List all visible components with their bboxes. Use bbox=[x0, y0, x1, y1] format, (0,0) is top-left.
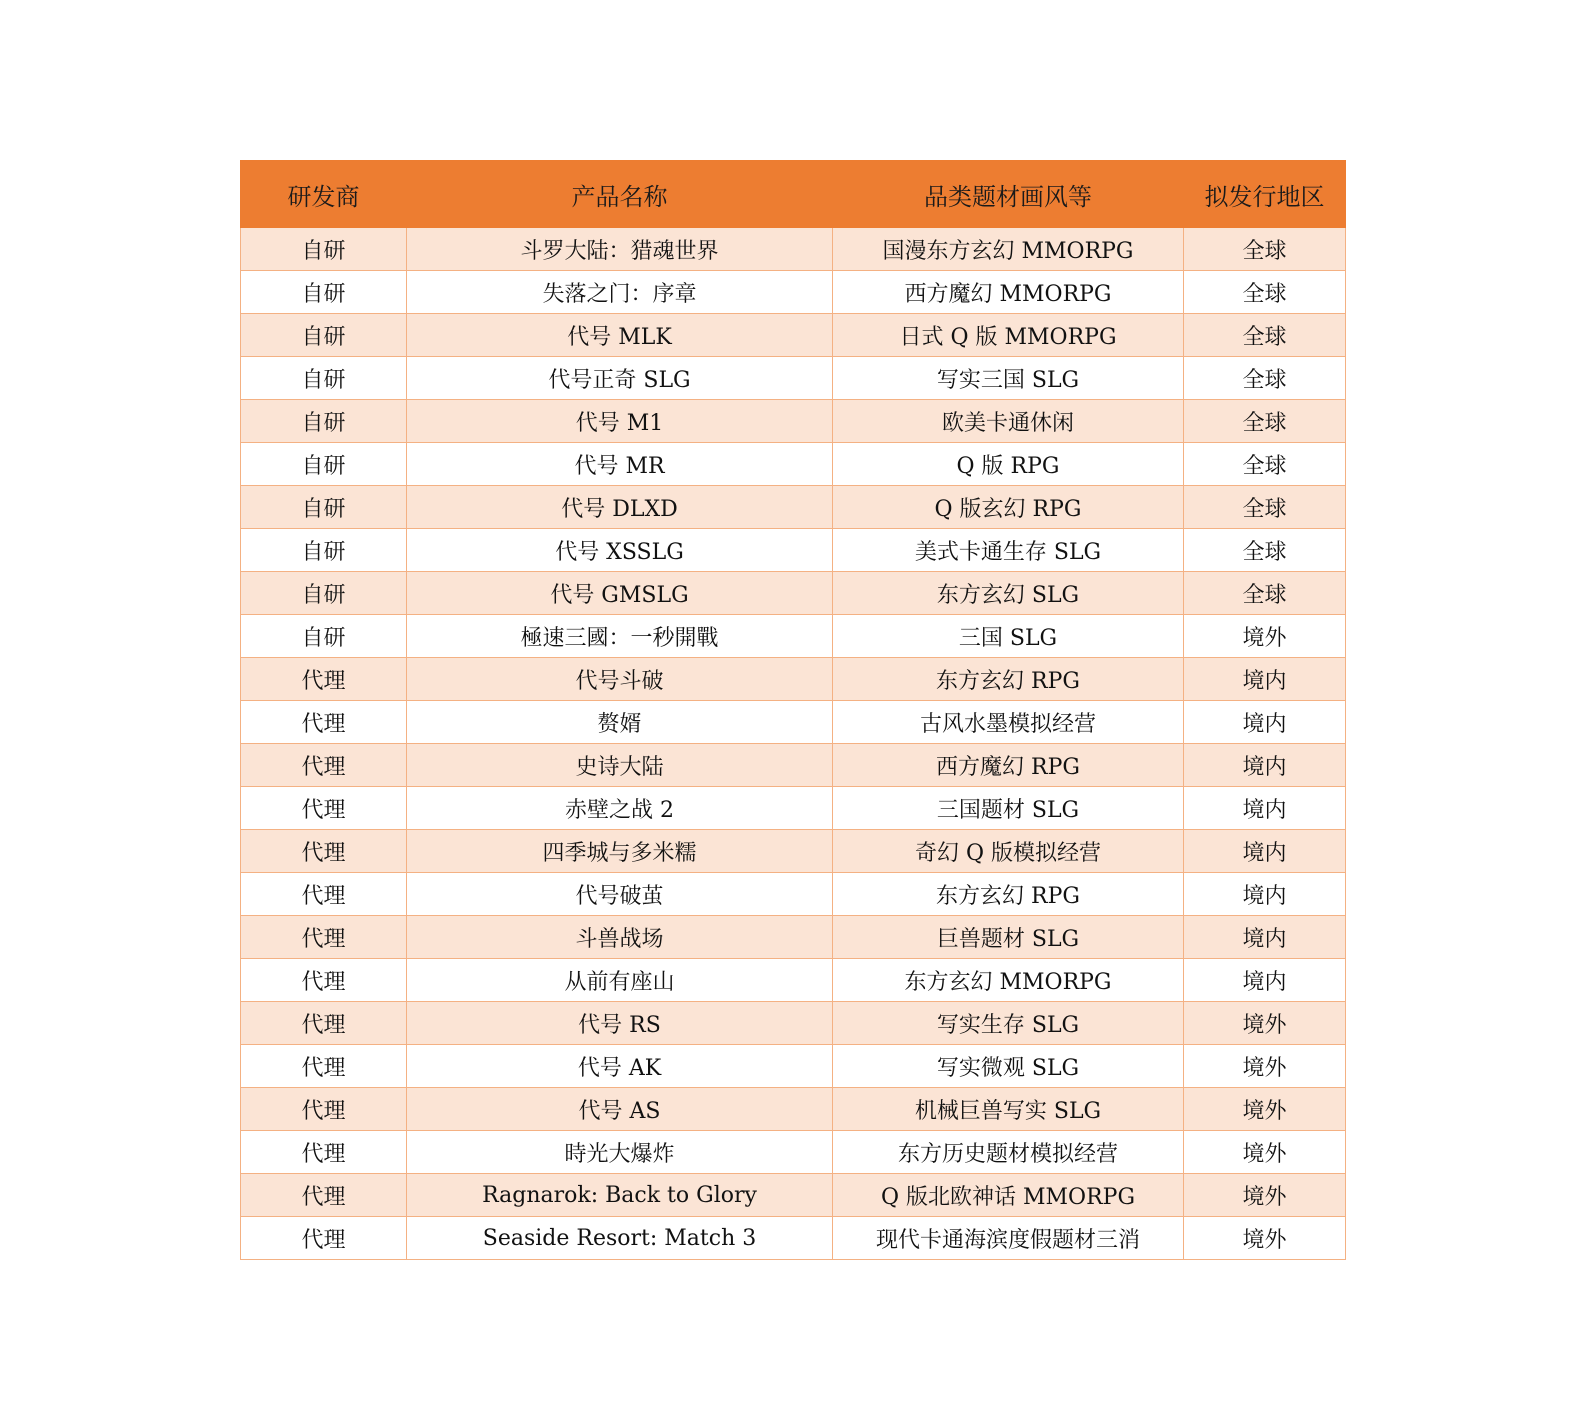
cell-genre-style: 奇幻 Q 版模拟经营 bbox=[833, 830, 1184, 873]
cell-release-region: 境内 bbox=[1184, 873, 1346, 916]
table-row bbox=[241, 443, 1346, 486]
cell-genre-style: 东方玄幻 SLG bbox=[833, 572, 1184, 615]
cell-release-region: 全球 bbox=[1184, 357, 1346, 400]
cell-product-name: Seaside Resort: Match 3 bbox=[407, 1217, 833, 1260]
cell-developer: 代理 bbox=[241, 1002, 407, 1045]
cell-developer: 代理 bbox=[241, 959, 407, 1002]
cell-product-name: 時光大爆炸 bbox=[407, 1131, 833, 1174]
cell-genre-style: 写实微观 SLG bbox=[833, 1045, 1184, 1088]
cell-product-name: 代号 MLK bbox=[407, 314, 833, 357]
cell-developer: 自研 bbox=[241, 228, 407, 271]
cell-release-region: 境内 bbox=[1184, 916, 1346, 959]
cell-product-name: 代号 AS bbox=[407, 1088, 833, 1131]
cell-genre-style: 西方魔幻 MMORPG bbox=[833, 271, 1184, 314]
cell-developer: 代理 bbox=[241, 658, 407, 701]
cell-genre-style: 东方玄幻 RPG bbox=[833, 658, 1184, 701]
cell-developer: 代理 bbox=[241, 701, 407, 744]
cell-release-region: 全球 bbox=[1184, 572, 1346, 615]
cell-developer: 代理 bbox=[241, 744, 407, 787]
cell-product-name: 斗罗大陆：猎魂世界 bbox=[407, 228, 833, 271]
table-row bbox=[241, 916, 1346, 959]
cell-product-name: 代号 M1 bbox=[407, 400, 833, 443]
cell-release-region: 境外 bbox=[1184, 1045, 1346, 1088]
game-product-table-container bbox=[240, 160, 1345, 1260]
cell-release-region: 全球 bbox=[1184, 529, 1346, 572]
cell-release-region: 境内 bbox=[1184, 830, 1346, 873]
cell-release-region: 全球 bbox=[1184, 271, 1346, 314]
table-row bbox=[241, 400, 1346, 443]
cell-genre-style: 三国题材 SLG bbox=[833, 787, 1184, 830]
cell-developer: 代理 bbox=[241, 873, 407, 916]
cell-developer: 自研 bbox=[241, 400, 407, 443]
cell-developer: 代理 bbox=[241, 916, 407, 959]
cell-release-region: 全球 bbox=[1184, 314, 1346, 357]
cell-release-region: 境外 bbox=[1184, 615, 1346, 658]
table-row bbox=[241, 744, 1346, 787]
cell-product-name: 代号 RS bbox=[407, 1002, 833, 1045]
table-row bbox=[241, 658, 1346, 701]
table-row bbox=[241, 1131, 1346, 1174]
cell-release-region: 境外 bbox=[1184, 1217, 1346, 1260]
table-row bbox=[241, 486, 1346, 529]
cell-release-region: 境内 bbox=[1184, 787, 1346, 830]
table-row bbox=[241, 1088, 1346, 1131]
header-genre-style: 品类题材画风等 bbox=[833, 161, 1184, 228]
cell-developer: 自研 bbox=[241, 572, 407, 615]
cell-developer: 自研 bbox=[241, 271, 407, 314]
table-row bbox=[241, 1217, 1346, 1260]
cell-genre-style: Q 版玄幻 RPG bbox=[833, 486, 1184, 529]
cell-product-name: 代号破茧 bbox=[407, 873, 833, 916]
cell-product-name: Ragnarok: Back to Glory bbox=[407, 1174, 833, 1217]
cell-developer: 自研 bbox=[241, 357, 407, 400]
cell-genre-style: 巨兽题材 SLG bbox=[833, 916, 1184, 959]
table-row bbox=[241, 1174, 1346, 1217]
cell-developer: 自研 bbox=[241, 529, 407, 572]
cell-genre-style: 欧美卡通休闲 bbox=[833, 400, 1184, 443]
cell-product-name: 史诗大陆 bbox=[407, 744, 833, 787]
cell-genre-style: 写实三国 SLG bbox=[833, 357, 1184, 400]
cell-genre-style: 三国 SLG bbox=[833, 615, 1184, 658]
cell-developer: 自研 bbox=[241, 615, 407, 658]
table-row bbox=[241, 314, 1346, 357]
table-row bbox=[241, 830, 1346, 873]
cell-developer: 自研 bbox=[241, 486, 407, 529]
cell-genre-style: 古风水墨模拟经营 bbox=[833, 701, 1184, 744]
cell-product-name: 代号 MR bbox=[407, 443, 833, 486]
cell-release-region: 全球 bbox=[1184, 443, 1346, 486]
table-row bbox=[241, 1002, 1346, 1045]
cell-genre-style: 机械巨兽写实 SLG bbox=[833, 1088, 1184, 1131]
cell-release-region: 境外 bbox=[1184, 1174, 1346, 1217]
table-body bbox=[241, 228, 1346, 1260]
table-row bbox=[241, 615, 1346, 658]
table-row bbox=[241, 1045, 1346, 1088]
cell-genre-style: 东方历史题材模拟经营 bbox=[833, 1131, 1184, 1174]
cell-developer: 代理 bbox=[241, 1217, 407, 1260]
cell-release-region: 全球 bbox=[1184, 486, 1346, 529]
cell-product-name: 代号正奇 SLG bbox=[407, 357, 833, 400]
table-row bbox=[241, 787, 1346, 830]
cell-release-region: 境内 bbox=[1184, 701, 1346, 744]
cell-release-region: 境外 bbox=[1184, 1002, 1346, 1045]
table-row bbox=[241, 959, 1346, 1002]
cell-product-name: 斗兽战场 bbox=[407, 916, 833, 959]
cell-release-region: 境外 bbox=[1184, 1088, 1346, 1131]
header-product-name: 产品名称 bbox=[407, 161, 833, 228]
cell-product-name: 失落之门：序章 bbox=[407, 271, 833, 314]
table-row bbox=[241, 873, 1346, 916]
cell-release-region: 境外 bbox=[1184, 1131, 1346, 1174]
cell-product-name: 極速三國：一秒開戰 bbox=[407, 615, 833, 658]
cell-product-name: 代号斗破 bbox=[407, 658, 833, 701]
cell-developer: 代理 bbox=[241, 830, 407, 873]
cell-product-name: 代号 GMSLG bbox=[407, 572, 833, 615]
cell-product-name: 代号 DLXD bbox=[407, 486, 833, 529]
header-release-region: 拟发行地区 bbox=[1184, 161, 1346, 228]
game-product-table bbox=[240, 160, 1346, 1260]
table-header-row bbox=[241, 161, 1346, 228]
table-row bbox=[241, 529, 1346, 572]
table-row bbox=[241, 271, 1346, 314]
cell-release-region: 境内 bbox=[1184, 658, 1346, 701]
cell-product-name: 赤壁之战 2 bbox=[407, 787, 833, 830]
cell-product-name: 四季城与多米糯 bbox=[407, 830, 833, 873]
cell-genre-style: 日式 Q 版 MMORPG bbox=[833, 314, 1184, 357]
cell-developer: 自研 bbox=[241, 314, 407, 357]
header-developer: 研发商 bbox=[241, 161, 407, 228]
cell-developer: 自研 bbox=[241, 443, 407, 486]
cell-genre-style: 现代卡通海滨度假题材三消 bbox=[833, 1217, 1184, 1260]
table-row bbox=[241, 228, 1346, 271]
cell-genre-style: 西方魔幻 RPG bbox=[833, 744, 1184, 787]
cell-genre-style: 国漫东方玄幻 MMORPG bbox=[833, 228, 1184, 271]
cell-developer: 代理 bbox=[241, 787, 407, 830]
cell-developer: 代理 bbox=[241, 1174, 407, 1217]
table-row bbox=[241, 357, 1346, 400]
cell-release-region: 境内 bbox=[1184, 959, 1346, 1002]
table-row bbox=[241, 701, 1346, 744]
cell-developer: 代理 bbox=[241, 1045, 407, 1088]
cell-release-region: 全球 bbox=[1184, 228, 1346, 271]
cell-developer: 代理 bbox=[241, 1131, 407, 1174]
cell-product-name: 赘婿 bbox=[407, 701, 833, 744]
cell-release-region: 全球 bbox=[1184, 400, 1346, 443]
cell-product-name: 代号 XSSLG bbox=[407, 529, 833, 572]
cell-genre-style: 东方玄幻 RPG bbox=[833, 873, 1184, 916]
cell-product-name: 代号 AK bbox=[407, 1045, 833, 1088]
cell-genre-style: 美式卡通生存 SLG bbox=[833, 529, 1184, 572]
cell-genre-style: Q 版北欧神话 MMORPG bbox=[833, 1174, 1184, 1217]
cell-release-region: 境内 bbox=[1184, 744, 1346, 787]
cell-genre-style: 东方玄幻 MMORPG bbox=[833, 959, 1184, 1002]
cell-developer: 代理 bbox=[241, 1088, 407, 1131]
cell-product-name: 从前有座山 bbox=[407, 959, 833, 1002]
table-row bbox=[241, 572, 1346, 615]
cell-genre-style: 写实生存 SLG bbox=[833, 1002, 1184, 1045]
cell-genre-style: Q 版 RPG bbox=[833, 443, 1184, 486]
